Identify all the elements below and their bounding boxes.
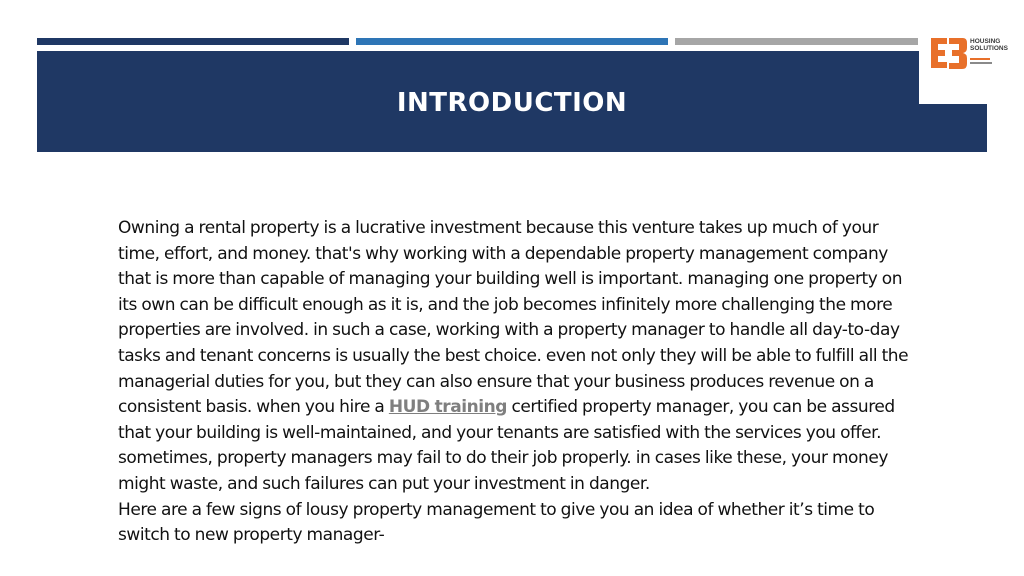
logo-wordmark xyxy=(970,38,1022,52)
logo-tagline-orange xyxy=(970,58,990,60)
logo-line-1: HOUSING xyxy=(970,38,1001,45)
hud-training-link[interactable]: HUD training xyxy=(388,397,508,418)
signs-paragraph: Here are a few signs of lousy property management to give you an idea of whether it’s time to switch to new property manager- xyxy=(118,499,875,546)
intro-text-part-2: certified property manager, you can be assured that your building is well-maintained, and your tenants are satisfied with the services you offer. sometimes, property managers may fail to do their job properly. in cases like these, your money might waste, and such failures can put your investment in danger. xyxy=(118,397,895,494)
logo-line-2: SOLUTIONS xyxy=(970,45,1008,52)
body-text xyxy=(118,216,918,549)
slide-title: INTRODUCTION xyxy=(396,88,628,118)
e3-logo-icon xyxy=(929,34,969,72)
accent-bar-navy xyxy=(37,38,349,45)
intro-text-part-1: Owning a rental property is a lucrative investment because this venture takes up much of your time, effort, and money. that's why working with a dependable property management company that is more than capable of managing your building well is important. managing one property on its own can be difficult enough as it is, and the job becomes infinitely more challenging the more properties are involved. in such a case, working with a property manager to handle all day-to-day tasks and tenant concerns is usually the best choice. even not only they will be able to fulfill all the managerial duties for you, but they can also ensure that your business produces revenue on a consistent basis. when you hire a xyxy=(118,218,909,418)
intro-paragraph xyxy=(118,216,918,498)
accent-bar-gray xyxy=(675,38,918,45)
logo-tagline-gray xyxy=(970,62,992,64)
company-logo xyxy=(919,28,1024,104)
accent-bar-blue xyxy=(356,38,668,45)
